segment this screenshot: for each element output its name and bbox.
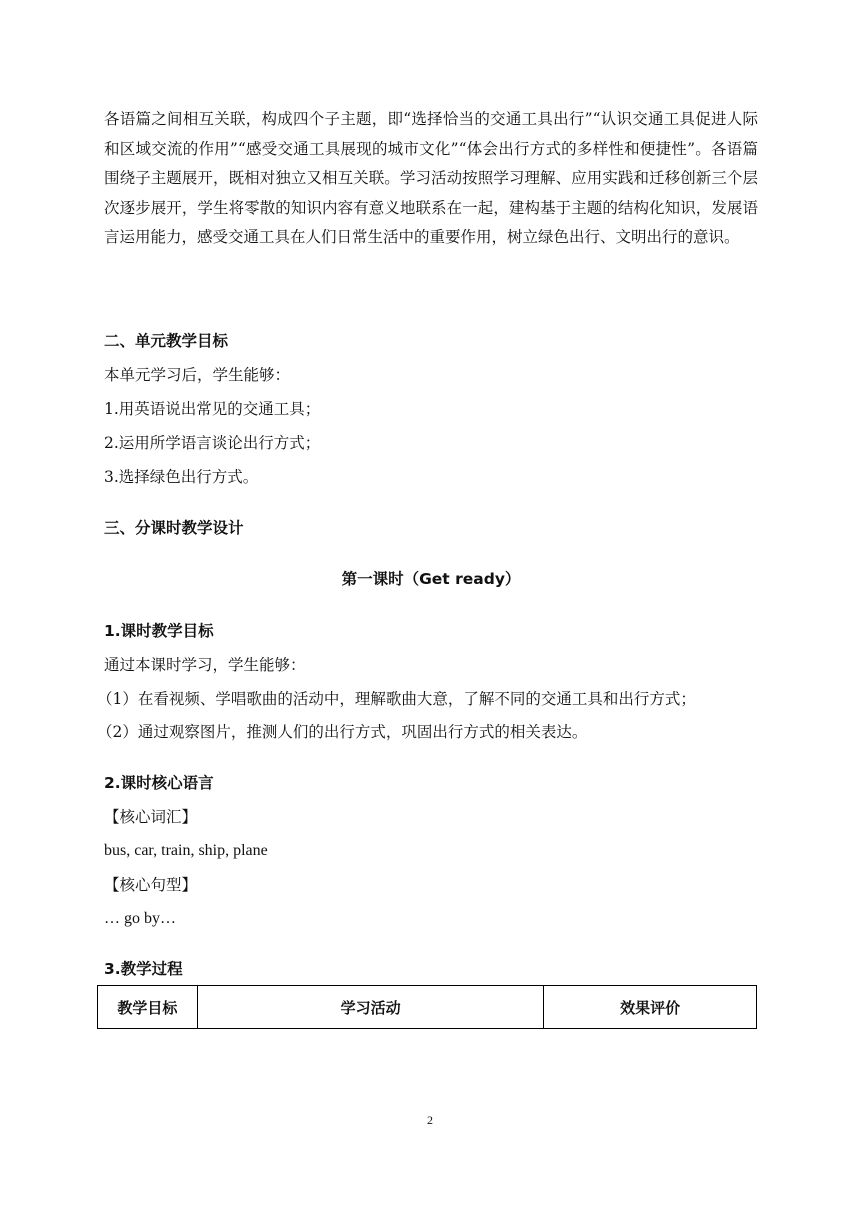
- teaching-process-heading: 3.教学过程: [104, 960, 183, 978]
- unit-objective-item-3: 3.选择绿色出行方式。: [104, 468, 259, 486]
- lesson-objectives-heading: 1.课时教学目标: [104, 622, 214, 640]
- lesson-objective-item-2: （2）通过观察图片，推测人们的出行方式，巩固出行方式的相关表达。: [97, 723, 588, 741]
- teaching-process-table: [97, 985, 757, 1029]
- unit-objectives-lead: 本单元学习后，学生能够：: [104, 366, 291, 384]
- lesson-title: 第一课时（Get ready）: [341, 570, 521, 588]
- core-language-heading: 2.课时核心语言: [104, 774, 214, 792]
- intro-paragraph: 各语篇之间相互关联，构成四个子主题，即“选择恰当的交通工具出行”“认识交通工具促进人际和区域交流的作用”“感受交通工具展现的城市文化”“体会出行方式的多样性和便捷性”。各语篇围绕子主题展开，既相对独立又相互关联。学习活动按照学习理解、应用实践和迁移创新三个层次逐步展开，学生将零散的知识内容有意义地联系在一起，建构基于主题的结构化知识，发展语言运用能力，感受交通工具在人们日常生活中的重要作用，树立绿色出行、文明出行的意识。: [104, 110, 758, 246]
- lesson-objectives-lead: 通过本课时学习，学生能够：: [104, 656, 306, 674]
- section-heading-lesson-design: 三、分课时教学设计: [104, 519, 244, 537]
- core-sentence-label: 【核心句型】: [104, 876, 198, 894]
- core-vocab-list: bus, car, train, ship, plane: [104, 842, 268, 859]
- section-heading-unit-objectives: 二、单元教学目标: [104, 332, 229, 350]
- page-number: 2: [427, 1113, 433, 1127]
- unit-objective-item-2: 2.运用所学语言谈论出行方式；: [104, 434, 321, 452]
- core-vocab-label: 【核心词汇】: [104, 808, 198, 826]
- core-sentence-pattern: … go by…: [104, 910, 176, 927]
- table-header-activity: 学习活动: [197, 986, 543, 1029]
- table-header-objective: 教学目标: [98, 986, 198, 1029]
- table-header-row: [98, 986, 757, 1029]
- lesson-objective-item-1: （1）在看视频、学唱歌曲的活动中，理解歌曲大意，了解不同的交通工具和出行方式；: [97, 690, 696, 708]
- table-header-evaluation: 效果评价: [544, 986, 757, 1029]
- unit-objective-item-1: 1.用英语说出常见的交通工具；: [104, 400, 321, 418]
